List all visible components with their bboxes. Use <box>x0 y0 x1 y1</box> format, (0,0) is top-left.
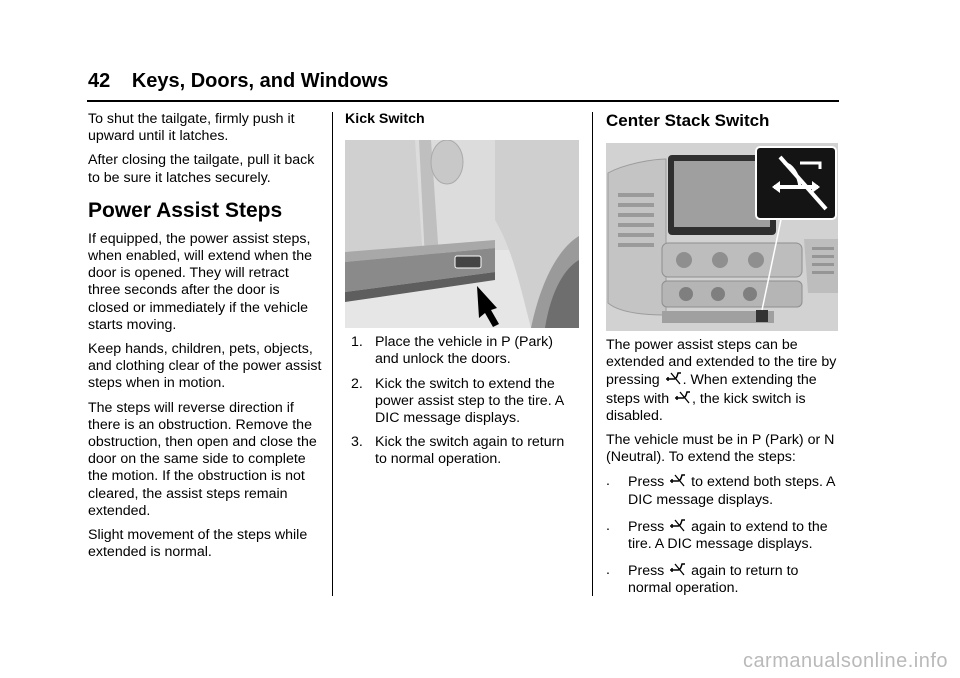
section-title: Keys, Doors, and Windows <box>131 70 389 92</box>
list-item: . Press to extend both steps. A DIC message displays. <box>606 473 835 508</box>
paragraph-steps-intro: If equipped, the power assist steps, when enabled, will extend when the door is opened. They will retract three seconds after the door is closed or immediately if the vehicle starts moving. <box>88 230 313 333</box>
paragraph-tailgate-shut: To shut the tailgate, firmly push it upward until it latches. <box>88 111 295 145</box>
list-item: . Press again to return to normal operation. <box>606 562 799 597</box>
paragraph-tailgate-check: After closing the tailgate, pull it back to be sure it latches securely. <box>88 152 315 186</box>
list-item: 2. Kick the switch to extend the power assist step to the tire. A DIC message displays. <box>351 375 564 427</box>
center-stack-steps <box>606 473 840 597</box>
list-item: 1. Place the vehicle in P (Park) and unlock the doors. <box>351 334 553 368</box>
column-3 <box>606 111 840 607</box>
power-step-icon <box>669 518 686 532</box>
power-step-icon <box>674 390 691 404</box>
paragraph-center-stack-condition: The vehicle must be in P (Park) or N (Neutral). To extend the steps: <box>606 432 835 466</box>
kick-switch-steps <box>345 334 579 468</box>
column-divider-2 <box>592 112 593 596</box>
page-number: 42 <box>88 70 111 92</box>
list-item: 3. Kick the switch again to return to normal operation. <box>351 434 565 468</box>
watermark: carmanualsonline.info <box>742 650 948 672</box>
page-header <box>88 70 388 93</box>
column-2 <box>345 111 579 476</box>
column-divider-1 <box>332 112 333 596</box>
column-1 <box>88 111 324 568</box>
paragraph-steps-caution: Keep hands, children, pets, objects, and clothing clear of the power assist steps when in motion. <box>88 341 322 392</box>
power-step-icon <box>669 473 686 487</box>
center-stack-illustration <box>606 143 838 331</box>
kick-switch-illustration <box>345 140 579 328</box>
heading-power-assist-steps: Power Assist Steps <box>88 198 283 222</box>
heading-kick-switch: Kick Switch <box>345 111 425 127</box>
paragraph-steps-obstruction: The steps will reverse direction if there is an obstruction. Remove the obstruction, then open and close the door on the same side to complete the motion. If the obstruction is not cleared, the assist steps remain extended. <box>88 399 317 519</box>
header-rule <box>87 100 839 102</box>
paragraph-center-stack-intro: The power assist steps can be extended and extended to the tire by pressing . When extending the steps with , the kick switch is disabled. <box>606 337 837 424</box>
power-step-icon <box>669 562 686 576</box>
power-step-icon <box>665 371 682 385</box>
list-item: . Press again to extend to the tire. A DIC message displays. <box>606 517 828 553</box>
heading-center-stack-switch: Center Stack Switch <box>606 111 770 130</box>
paragraph-steps-movement: Slight movement of the steps while extended is normal. <box>88 527 308 561</box>
